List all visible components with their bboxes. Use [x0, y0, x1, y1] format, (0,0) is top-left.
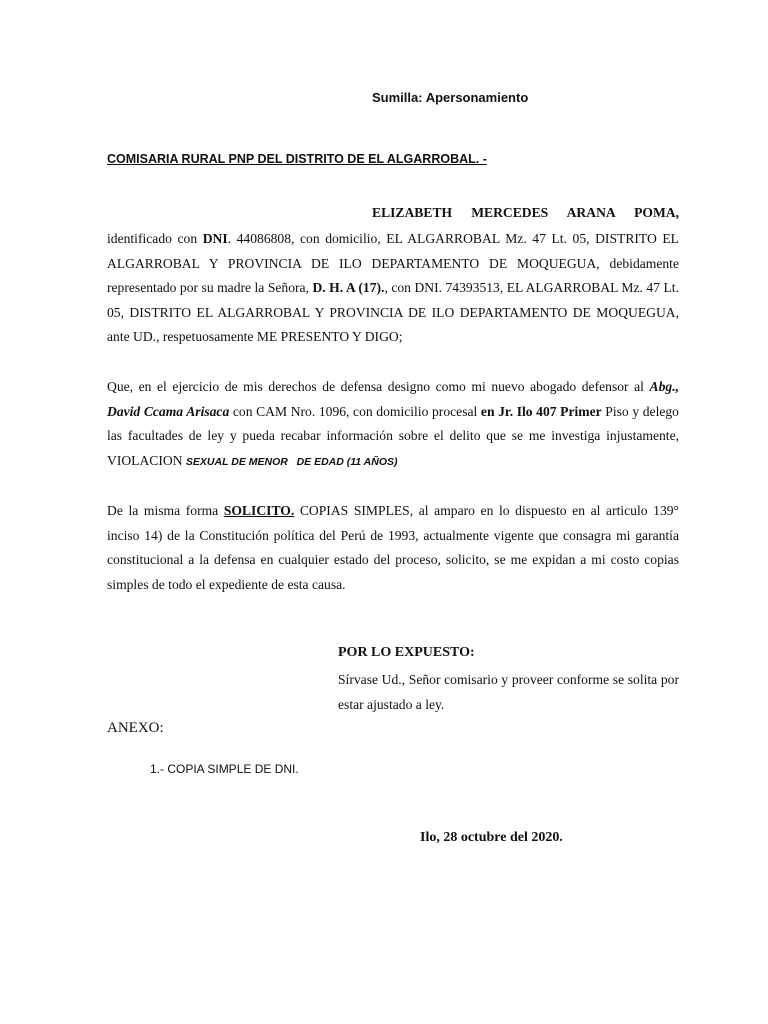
request-text-2: COPIAS SIMPLES, al amparo en lo dispuesto en al articulo 139° inciso 14) de la Constitución política del Perú de 1993, actualmente vigente que consagra mi garantía constitucional a la defensa en cualquier estado del proceso, solicito, se me expidan a mi costo copias simples de todo el expediente de esta causa.: [107, 503, 679, 592]
petitioner-name: ELIZABETH MERCEDES ARANA POMA,: [372, 205, 679, 220]
request-paragraph: [107, 499, 679, 597]
expuesto-heading: POR LO EXPUESTO:: [338, 645, 475, 660]
crime-description: SEXUAL DE MENOR DE EDAD (11 AÑOS): [185, 455, 398, 468]
defense-text-1: Que, en el ejercicio de mis derechos de defensa designo como mi nuevo abogado defensor al: [107, 379, 650, 394]
defense-text-2: con CAM Nro. 1096, con domicilio procesal: [229, 403, 481, 419]
anexo-item: 1.- COPIA SIMPLE DE DNI.: [150, 762, 299, 776]
procedural-address: en Jr. Ilo 407 Primer: [480, 403, 602, 419]
minor-initials: D. H. A (17).: [312, 280, 385, 295]
intro-text-3: , con DNI. 74393513, EL ALGARROBAL Mz. 47 Lt. 05, DISTRITO EL ALGARROBAL Y PROVINCIA DE ILO DEPARTAMENTO DE MOQUEGUA, ante UD., respetuosamente ME PRESENTO Y DIGO;: [107, 280, 679, 344]
request-text-1: De la misma forma: [107, 503, 224, 518]
intro-text-2: . 44086808, con domicilio, EL ALGARROBAL Mz. 47 Lt. 05, DISTRITO EL ALGARROBAL Y PROVINCIA DE ILO DEPARTAMENTO DE MOQUEGUA, debidamente representado por su madre la Señora,: [107, 231, 679, 295]
expuesto-body: Sírvase Ud., Señor comisario y proveer conforme se solita por estar ajustado a ley.: [338, 672, 679, 712]
defense-text-3: Piso y delego las facultades de ley y pueda recabar información sobre el delito que se me investiga injustamente, VIOLACION: [107, 403, 679, 468]
lawyer-name: Abg., David Ccama Arisaca: [107, 379, 679, 419]
addressee-heading: COMISARIA RURAL PNP DEL DISTRITO DE EL ALGARROBAL. -: [107, 152, 487, 166]
sumilla-heading: Sumilla: Apersonamiento: [372, 90, 529, 105]
solicito-label: SOLICITO.: [223, 503, 295, 518]
dni-label: DNI: [202, 231, 228, 246]
intro-text-1: identificado con: [107, 231, 203, 246]
defense-paragraph: [107, 375, 679, 474]
date-line: Ilo, 28 octubre del 2020.: [420, 830, 563, 845]
intro-paragraph: [107, 227, 679, 350]
anexo-heading: ANEXO:: [107, 720, 164, 736]
